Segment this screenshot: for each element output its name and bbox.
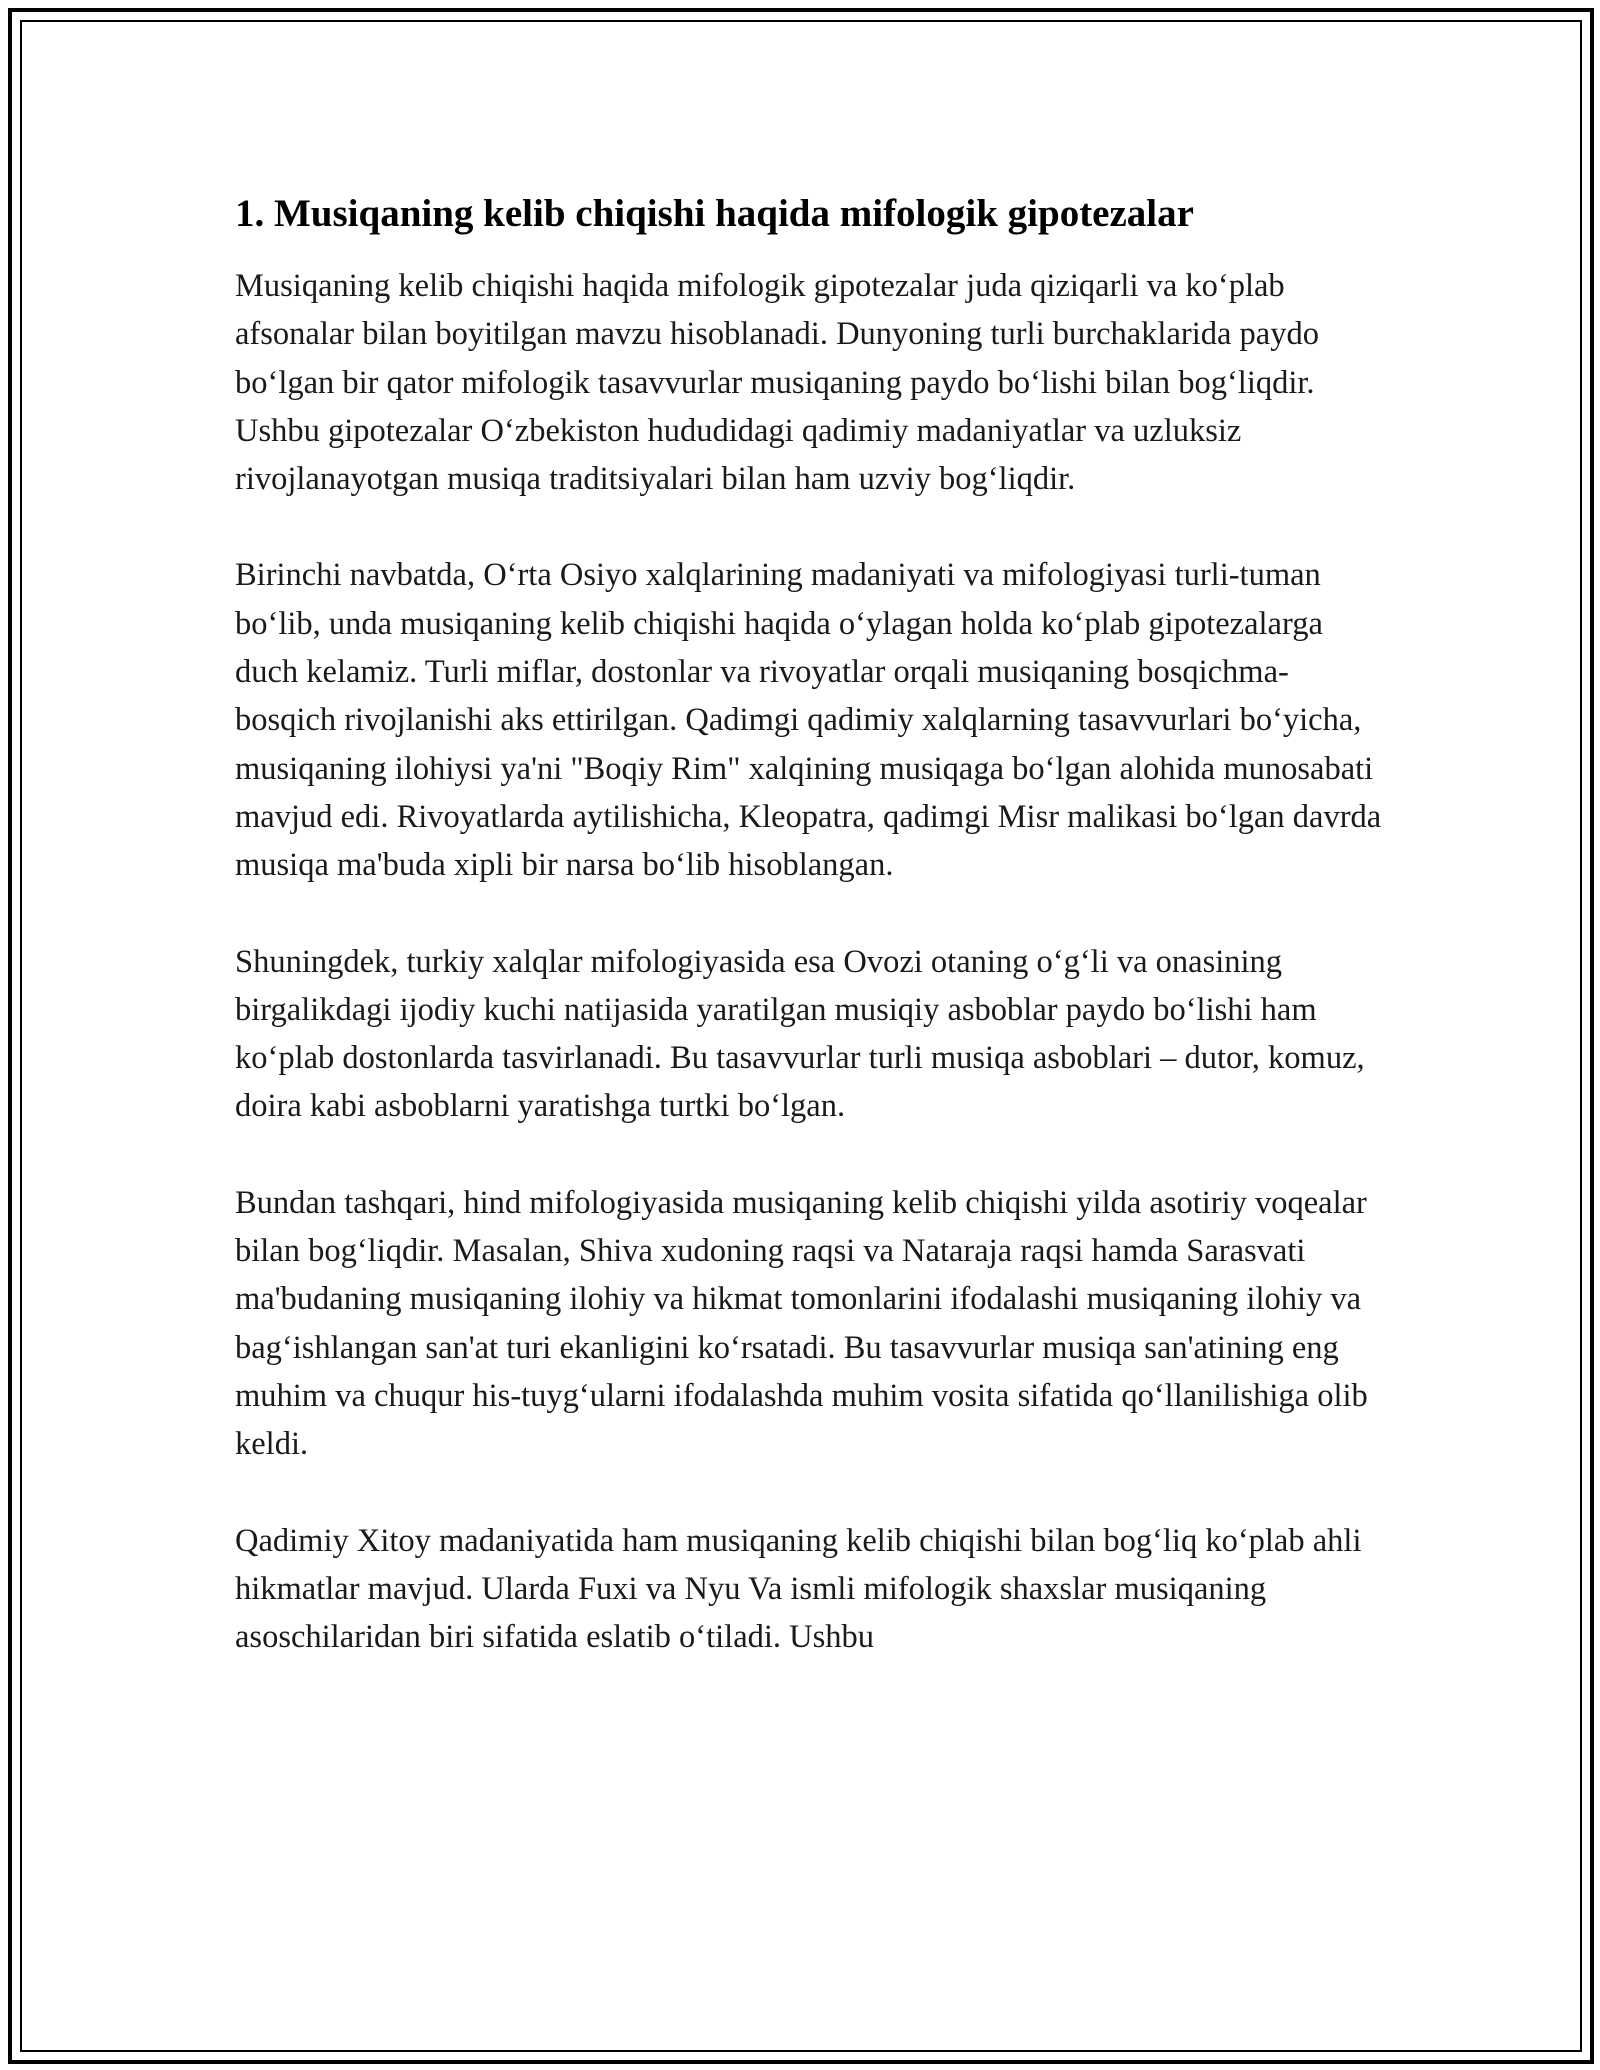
paragraph-5: Qadimiy Xitoy madaniyatida ham musiqaning kelib chiqishi bilan bog‘liq ko‘plab ahli hikmatlar mavjud. Ularda Fuxi va Nyu Va ismli mifologik shaxslar musiqaning asoschilaridan biri sifatida eslatib o‘tiladi. Ushbu — [235, 1522, 1362, 1656]
paragraph-1: Musiqaning kelib chiqishi haqida mifologik gipotezalar juda qiziqarli va ko‘plab afsonalar bilan boyitilgan mavzu hisoblanadi. Dunyoning turli burchaklarida paydo bo‘lgan bir qator mifologik tasavvurlar musiqaning paydo bo‘lishi bilan bog‘liqdir. Ushbu gipotezalar O‘zbekiston hududidagi qadimiy madaniyatlar va uzluksiz rivojlanayotgan musiqa traditsiyalari bilan ham uzviy bog‘liqdir. — [235, 268, 1319, 498]
paragraph-3: Shuningdek, turkiy xalqlar mifologiyasida esa Ovozi otaning o‘g‘li va onasining birgalikdagi ijodiy kuchi natijasida yaratilgan musiqiy asboblar paydo bo‘lishi ham ko‘plab dostonlarda tasvirlanadi. Bu tasavvurlar turli musiqa asboblari – dutor, komuz, doira kabi asboblarni yaratishga turtki bo‘lgan. — [235, 943, 1365, 1125]
paragraph-2: Birinchi navbatda, O‘rta Osiyo xalqlarining madaniyati va mifologiyasi turli-tuman bo‘lib, unda musiqaning kelib chiqishi haqida o‘ylagan holda ko‘plab gipotezalarga duch kelamiz. Turli miflar, dostonlar va rivoyatlar orqali musiqaning bosqichma-bosqich rivojlanishi aks ettirilgan. Qadimgi qadimiy xalqlarning tasavvurlari bo‘yicha, musiqaning ilohiysi ya'ni "Boqiy Rim" xalqining musiqaga bo‘lgan alohida munosabati mavjud edi. Rivoyatlarda aytilishicha, Kleopatra, qadimgi Misr malikasi bo‘lgan davrda musiqa ma'buda xipli bir narsa bo‘lib hisoblangan. — [235, 557, 1382, 884]
paragraph-4: Bundan tashqari, hind mifologiyasida musiqaning kelib chiqishi yilda asotiriy voqealar bilan bog‘liqdir. Masalan, Shiva xudoning raqsi va Nataraja raqsi hamda Sarasvati ma'budaning musiqaning ilohiy va hikmat tomonlarini ifodalashi musiqaning ilohiy va bag‘ishlangan san'at turi ekanligini ko‘rsatadi. Bu tasavvurlar musiqa san'atining eng muhim va chuqur his-tuyg‘ularni ifodalashda muhim vosita sifatida qo‘llanilishiga olib keldi. — [235, 1184, 1368, 1463]
section-title: 1. Musiqaning kelib chiqishi haqida mifologik gipotezalar — [235, 192, 1194, 235]
document-body — [235, 190, 1385, 1709]
